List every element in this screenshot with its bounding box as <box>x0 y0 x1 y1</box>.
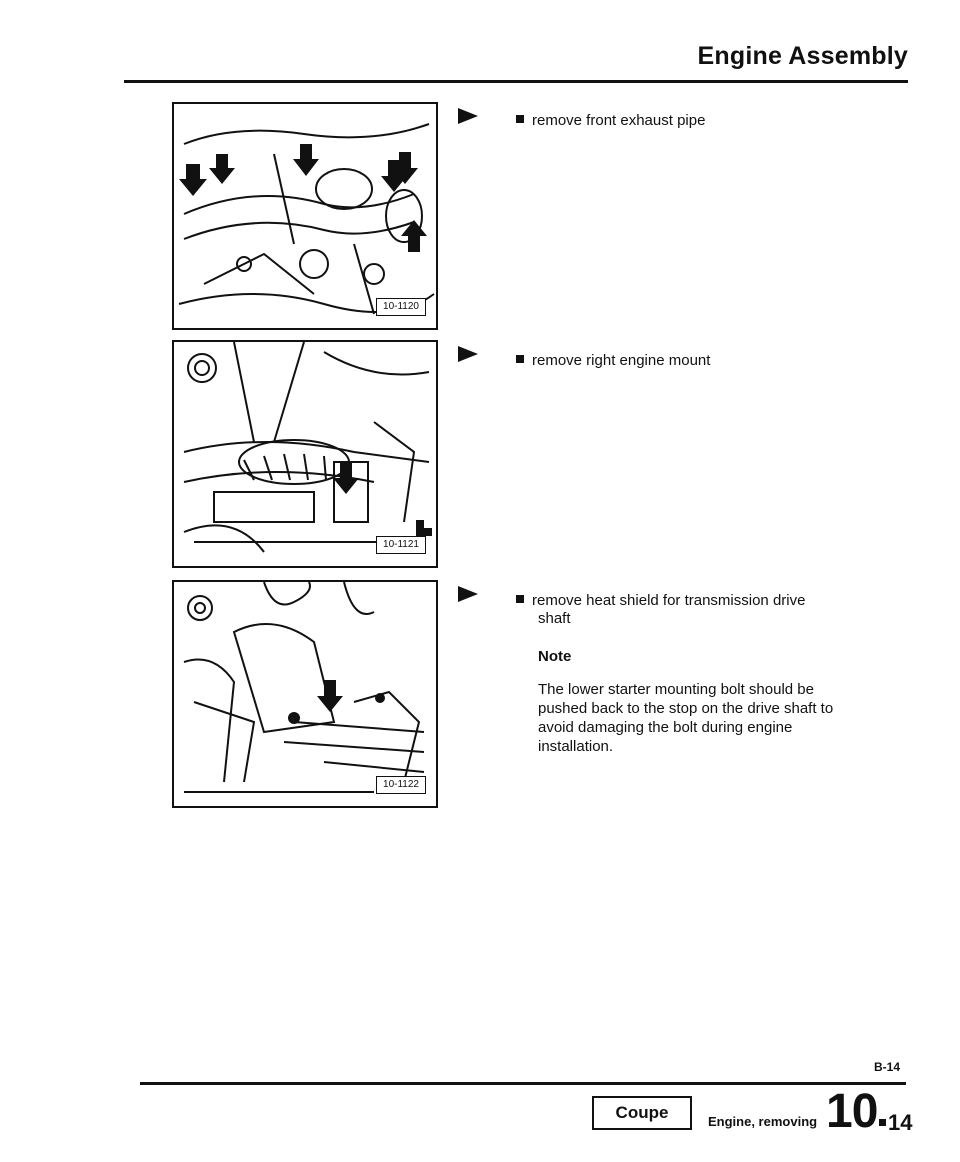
step-1 <box>516 112 876 130</box>
exhaust-pipe-illustration <box>174 104 436 328</box>
figure-label: 10-1120 <box>376 298 426 316</box>
step-text: remove heat shield for transmission drive <box>532 592 806 609</box>
figure-engine-mount <box>172 340 438 568</box>
step-pointer-icon <box>458 346 478 362</box>
step-3 <box>516 592 876 628</box>
step-text-continued: shaft <box>538 610 571 627</box>
page-dot-icon <box>879 1119 886 1126</box>
bullet-icon <box>516 115 524 123</box>
model-badge: Coupe <box>592 1096 692 1130</box>
page-number-minor: 14 <box>888 1110 913 1135</box>
step-pointer-icon <box>458 586 478 602</box>
step-text: remove right engine mount <box>532 352 711 369</box>
figure-heat-shield <box>172 580 438 808</box>
engine-mount-illustration <box>174 342 436 566</box>
step-pointer-icon <box>458 108 478 124</box>
heat-shield-illustration <box>174 582 436 806</box>
page-number-major: 10 <box>826 1085 878 1138</box>
page-code: B-14 <box>873 1060 900 1074</box>
page-number-minor-wrap <box>878 1110 912 1136</box>
figure-exhaust-pipe <box>172 102 438 330</box>
bullet-icon <box>516 595 524 603</box>
note-heading: Note <box>538 648 572 665</box>
figure-label: 10-1122 <box>376 776 426 794</box>
note-text: The lower starter mounting bolt should be pushed back to the stop on the drive shaft to avoid damaging the bolt during engine installation. <box>538 681 834 755</box>
section-title: Engine, removing <box>708 1114 818 1129</box>
figure-label: 10-1121 <box>376 536 426 554</box>
step-2 <box>516 352 876 370</box>
header-rule <box>124 80 908 83</box>
step-text: remove front exhaust pipe <box>532 112 706 129</box>
page-title: Engine Assembly <box>697 42 908 70</box>
footer-rule <box>140 1082 906 1085</box>
bullet-icon <box>516 355 524 363</box>
